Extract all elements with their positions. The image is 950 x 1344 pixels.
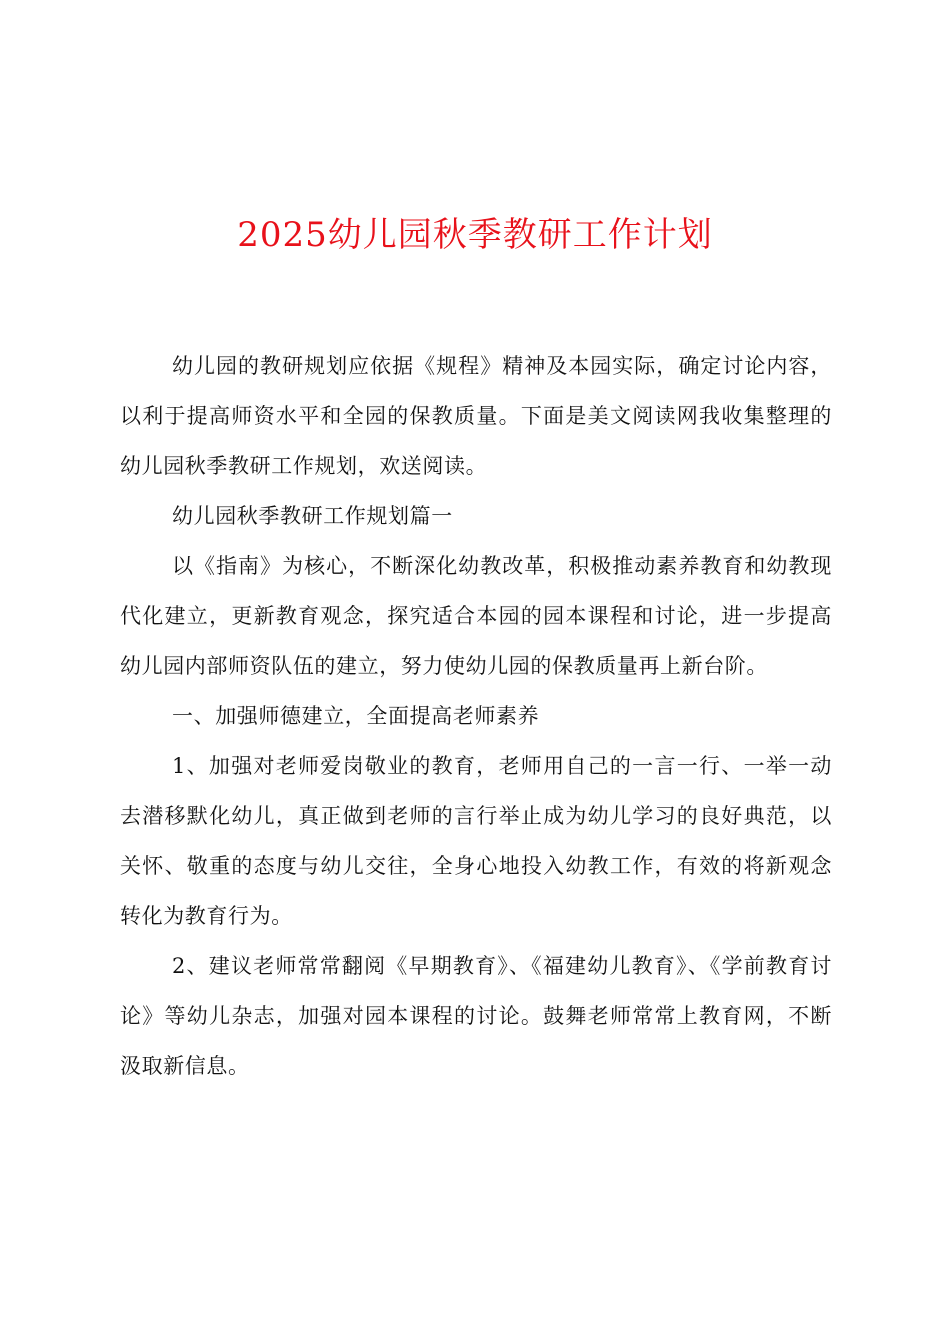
document-title: 2025幼儿园秋季教研工作计划	[237, 215, 713, 255]
paragraph-item-1: 1、加强对老师爱岗敬业的教育，老师用自己的一言一行、一举一动去潜移默化幼儿，真正做到老师的言行举止成为幼儿学习的良好典范，以关怀、敬重的态度与幼儿交往，全身心地投入幼教工作，有效的将新观念转化为教育行为。	[120, 754, 832, 928]
paragraph-item-2: 2、建议老师常常翻阅《早期教育》、《福建幼儿教育》、《学前教育讨论》等幼儿杂志，加强对园本课程的讨论。鼓舞老师常常上教育网，不断汲取新信息。	[120, 954, 832, 1078]
paragraph-guiding-principle: 以《指南》为核心，不断深化幼教改革，积极推动素养教育和幼教现代化建立，更新教育观念，探究适合本园的园本课程和讨论，进一步提高幼儿园内部师资队伍的建立，努力使幼儿园的保教质量再上新台阶。	[120, 554, 832, 678]
paragraph-intro: 幼儿园的教研规划应依据《规程》精神及本园实际，确定讨论内容，以利于提高师资水平和全园的保教质量。下面是美文阅读网我收集整理的幼儿园秋季教研工作规划，欢送阅读。	[120, 354, 832, 478]
document-body	[120, 341, 832, 1091]
section-heading-part-one: 幼儿园秋季教研工作规划篇一	[172, 504, 453, 528]
section-heading-teacher-ethics: 一、加强师德建立，全面提高老师素养	[172, 704, 540, 728]
